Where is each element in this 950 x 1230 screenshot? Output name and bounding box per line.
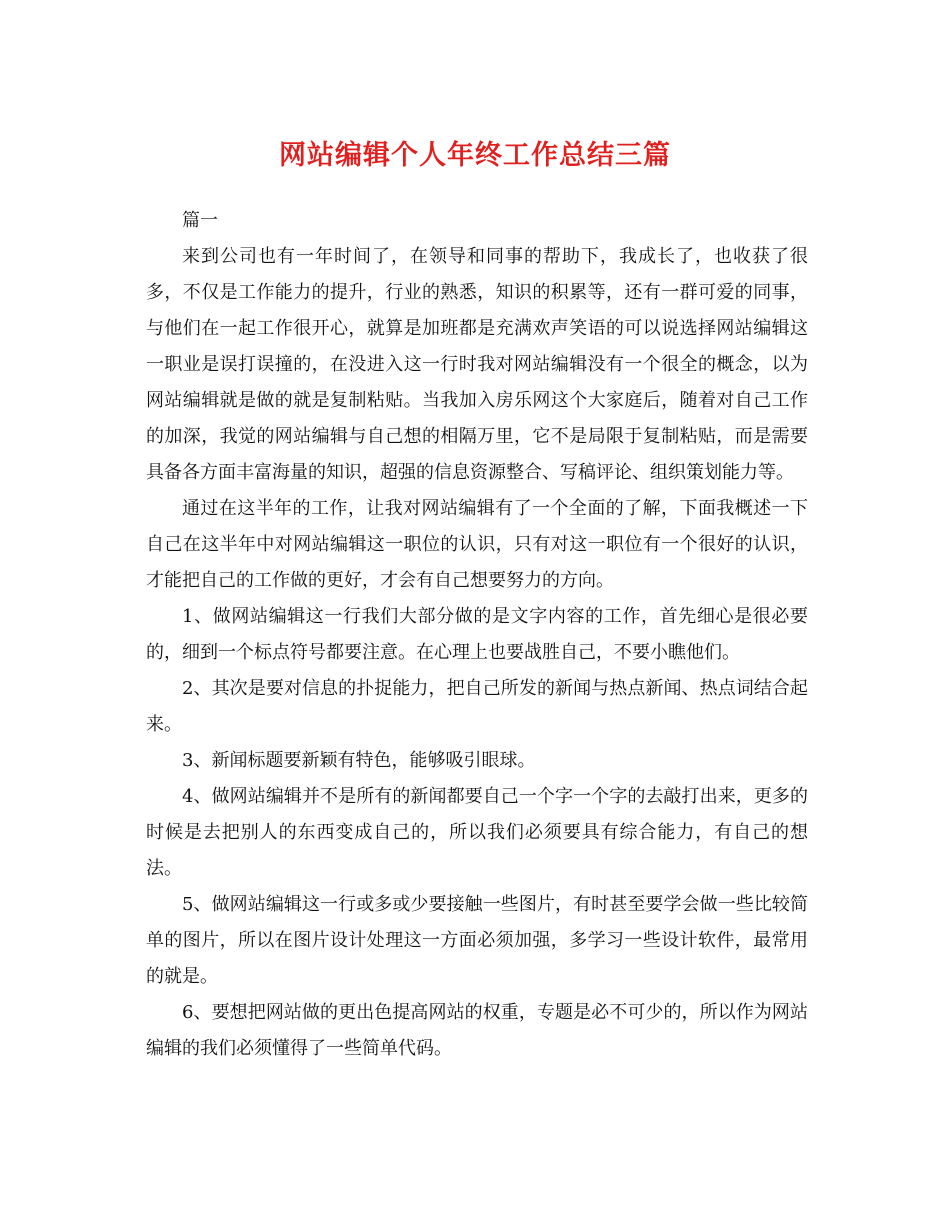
paragraph: 通过在这半年的工作，让我对网站编辑有了一个全面的了解，下面我概述一下自己在这半年中对网站编辑这一职位的认识，只有对这一职位有一个很好的认识，才能把自己的工作做的更好，才会有自己想要努力的方向。 — [146, 498, 808, 591]
section-heading: 篇一 — [182, 210, 218, 231]
list-item: 5、做网站编辑这一行或多或少要接触一些图片，有时甚至要学会做一些比较简单的图片，所以在图片设计处理这一方面必须加强，多学习一些设计软件，最常用的就是。 — [146, 894, 808, 987]
document-body — [146, 203, 808, 1067]
list-item: 2、其次是要对信息的扑捉能力，把自己所发的新闻与热点新闻、热点词结合起来。 — [146, 678, 808, 735]
list-item: 4、做网站编辑并不是所有的新闻都要自己一个字一个字的去敲打出来，更多的时候是去把别人的东西变成自己的，所以我们必须要具有综合能力，有自己的想法。 — [146, 786, 808, 879]
paragraph: 来到公司也有一年时间了，在领导和同事的帮助下，我成长了，也收获了很多，不仅是工作能力的提升，行业的熟悉，知识的积累等，还有一群可爱的同事，与他们在一起工作很开心，就算是加班都是充满欢声笑语的可以说选择网站编辑这一职业是误打误撞的，在没进入这一行时我对网站编辑没有一个很全的概念，以为网站编辑就是做的就是复制粘贴。当我加入房乐网这个大家庭后，随着对自己工作的加深，我觉的网站编辑与自己想的相隔万里，它不是局限于复制粘贴，而是需要具备各方面丰富海量的知识，超强的信息资源整合、写稿评论、组织策划能力等。 — [146, 246, 808, 483]
list-item: 6、要想把网站做的更出色提高网站的权重，专题是必不可少的，所以作为网站编辑的我们必须懂得了一些简单代码。 — [146, 1002, 808, 1059]
document-title: 网站编辑个人年终工作总结三篇 — [279, 140, 671, 171]
list-item: 3、新闻标题要新颖有特色，能够吸引眼球。 — [182, 750, 536, 771]
list-item: 1、做网站编辑这一行我们大部分做的是文字内容的工作，首先细心是很必要的，细到一个标点符号都要注意。在心理上也要战胜自己，不要小瞧他们。 — [146, 606, 808, 663]
